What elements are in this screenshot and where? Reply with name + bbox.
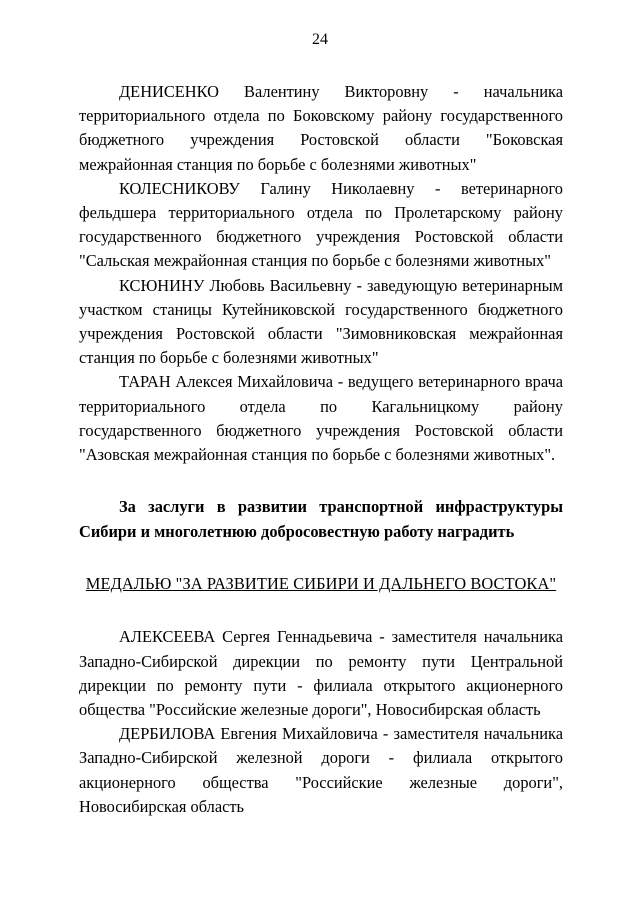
award-entry-derbilov: ДЕРБИЛОВА Евгения Михайловича - заместителя начальника Западно-Сибирской железной дороги - филиала открытого акционерного общества "Российские железные дороги", Новосибирская область: [79, 724, 563, 816]
award-heading: За заслуги в развитии транспортной инфраструктуры Сибири и многолетнюю добросовестную работу наградить: [79, 497, 563, 541]
spacer: [79, 467, 563, 495]
document-body: [79, 80, 563, 819]
spacer: [79, 544, 563, 572]
page-number: 24: [312, 31, 328, 48]
award-entry-denisenko: ДЕНИСЕНКО Валентину Викторовну - начальника территориального отдела по Боковскому району государственного бюджетного учреждения Ростовской области "Боковская межрайонная станция по борьбе с болезнями животных": [79, 82, 563, 174]
award-entry-kolesnikova: КОЛЕСНИКОВУ Галину Николаевну - ветеринарного фельдшера территориального отдела по Пролетарскому району государственного бюджетного учреждения Ростовской области "Сальская межрайонная станция по борьбе с болезнями животных": [79, 178, 563, 271]
award-entry-ksyunina: КСЮНИНУ Любовь Васильевну - заведующую ветеринарным участком станицы Кутейниковской государственного бюджетного учреждения Ростовской области "Зимовниковская межрайонная станция по борьбе с болезнями животных": [79, 275, 563, 368]
medal-title: МЕДАЛЬЮ "ЗА РАЗВИТИЕ СИБИРИ И ДАЛЬНЕГО ВОСТОКА": [85, 574, 557, 594]
award-entry-alekseev: АЛЕКСЕЕВА Сергея Геннадьевича - заместителя начальника Западно-Сибирской дирекции по ремонту пути Центральной дирекции по ремонту пути - филиала открытого акционерного общества "Российские железные дороги", Новосибирская область: [79, 627, 563, 720]
spacer: [79, 596, 563, 625]
award-entry-taran: ТАРАН Алексея Михайловича - ведущего ветеринарного врача территориального отдела по Кагальницкому району государственного бюджетного учреждения Ростовской области "Азовская межрайонная станция по борьбе с болезнями животных".: [79, 372, 563, 465]
